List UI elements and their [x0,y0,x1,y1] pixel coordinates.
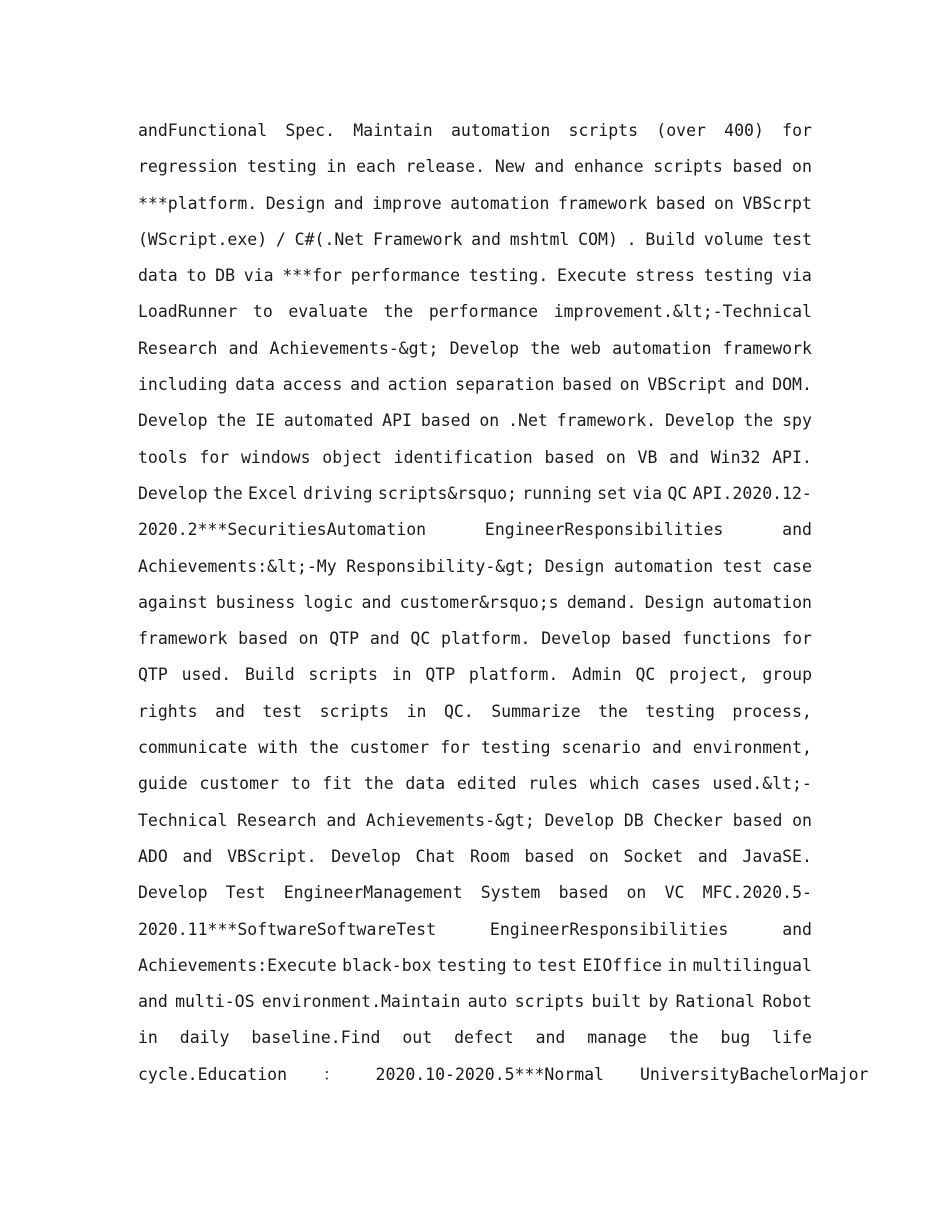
text-word: QC [667,483,688,503]
text-word: for [782,629,812,649]
text-word: environment, [692,738,812,758]
text-word: Socket [623,846,684,866]
text-word: automation [450,193,550,213]
text-word: VBScrpt [742,193,812,213]
text-word: volume [703,229,764,249]
text-word: Checker [653,810,723,830]
text-word: bug [720,1028,751,1048]
text-word: scripts [653,157,723,177]
text-word: framework. [556,411,657,431]
text-word: with [258,738,298,758]
text-word: Technical [138,810,228,830]
text-word: DB [623,810,644,830]
text-word: test [722,556,763,576]
text-word: VC [664,883,685,903]
text-line [138,294,812,330]
text-word: each [356,157,396,177]
text-word: on [479,411,500,431]
text-word: and [369,629,400,649]
text-word: performance [350,266,461,286]
text-line [138,839,812,875]
text-word: QTP [425,665,456,685]
text-word: improve [372,193,442,213]
text-word: in [406,701,427,721]
text-word: on [792,157,812,177]
text-word: business [215,592,296,612]
text-word: VBScript [647,375,727,395]
text-word: DB [215,266,236,286]
text-word: mshtml [509,229,570,249]
text-line [138,657,812,693]
text-word: and [228,338,259,358]
text-line [138,984,812,1020]
text-word: API. [772,447,812,467]
text-word: . [626,229,637,249]
text-word: out [402,1028,433,1048]
text-word: automated [283,411,374,431]
text-word: 2020.10-2020.5***Normal [375,1064,604,1084]
text-word: action [387,375,448,395]
text-word: in [667,955,688,975]
text-word: cycle.Education [138,1064,288,1084]
text-word: and [215,701,245,721]
text-line [138,585,812,621]
text-word: data [235,375,275,395]
text-word: Achievements-&gt; [365,810,535,830]
text-word: based [621,629,672,649]
text-word: on [626,883,647,903]
text-word: API.2020.12- [692,483,812,503]
text-word: scripts&rsquo; [377,483,517,503]
text-word: 2020.2***SecuritiesAutomation [138,520,427,540]
text-word: ADO [138,846,168,866]
text-word: Execute [557,266,627,286]
text-word: logic [303,592,354,612]
text-word: System [480,883,541,903]
text-word: Design [644,592,705,612]
text-line [138,1057,869,1093]
text-word: case [772,556,812,576]
text-word: New [494,157,525,177]
text-word: the [212,483,243,503]
text-word: Develop [544,810,615,830]
text-word: Achievements-&gt; [269,338,439,358]
text-word: based [562,375,612,395]
text-word: for [199,447,230,467]
text-word: the [216,411,247,431]
text-word: LoadRunner [138,302,238,322]
text-word: and [782,919,812,939]
text-word: based [655,193,706,213]
text-word: ： [323,1064,340,1084]
text-word: EngineerManagement [283,883,463,903]
text-word: based [524,846,575,866]
text-word: to [290,774,311,794]
text-word: MFC.2020.5- [702,883,812,903]
text-line [138,549,812,585]
text-word: Responsibility-&gt; [346,556,536,576]
text-word: in [391,665,412,685]
text-line [138,948,812,984]
text-word: Build [645,229,696,249]
text-word: customer [349,738,430,758]
text-word: on [605,447,626,467]
text-word: scripts [568,121,639,140]
text-word: the [598,701,628,721]
text-word: Room [470,846,510,866]
text-word: test [772,229,812,249]
text-word: group [762,665,812,685]
text-word: Research [138,338,218,358]
text-word: and [734,375,765,395]
text-word: Framework [372,229,463,249]
text-word: Develop [449,338,520,358]
text-word: to [186,266,207,286]
text-word: Rational [675,992,756,1012]
text-word: used. [181,665,232,685]
text-word: on [298,629,319,649]
text-word: testing [703,266,774,286]
text-word: / [275,229,286,249]
text-word: spy [782,411,812,431]
text-word: Build [244,665,295,685]
text-word: windows [240,447,311,467]
text-word: Spec. [285,121,336,140]
text-word: which [589,774,640,794]
text-word: framework [557,193,648,213]
text-word: and [534,157,565,177]
text-word: based [732,157,783,177]
text-word: on [619,375,640,395]
text-word: to [511,955,532,975]
text-word: QC [410,629,431,649]
text-word: testing [247,157,317,177]
text-word: demand. [566,592,637,612]
text-word: defect [454,1028,514,1048]
text-word: auto [467,992,508,1012]
text-word: scripts [514,992,585,1012]
text-word: based [558,883,609,903]
text-word: environment.Maintain [261,992,461,1012]
text-line [138,331,812,367]
text-word: web [571,338,601,358]
text-word: including [138,375,228,395]
text-word: framework [722,338,812,358]
text-word: by [648,992,669,1012]
text-word: and [182,846,213,866]
text-line [138,875,812,911]
text-word: on [714,193,734,213]
text-word: testing [480,738,551,758]
text-word: automation [613,556,714,576]
text-word: via [632,483,663,503]
text-word: for [782,121,812,140]
text-word: testing [645,701,715,721]
text-word: platform. [441,629,531,649]
text-word: the [530,338,561,358]
text-word: EIOffice [582,955,662,975]
text-line [138,403,812,439]
text-word: the [383,302,414,322]
text-word: tools [138,447,188,467]
text-word: testing. [468,266,549,286]
text-word: enhance [573,157,644,177]
text-word: and [138,992,168,1012]
text-word: and [669,447,699,467]
text-word: and [471,229,501,249]
text-word: Robot [762,992,812,1012]
text-line [138,766,812,802]
text-word: baseline.Find [251,1028,381,1048]
text-word: ***for [282,266,342,286]
text-word: and [697,846,728,866]
text-word: Develop [541,629,611,649]
text-word: via [243,266,274,286]
text-word: to [252,302,273,322]
text-line [138,222,812,258]
text-word: Admin [572,665,622,685]
text-word: data [405,774,446,794]
text-word: and [782,520,812,540]
text-word: Research [237,810,317,830]
text-word: separation [455,375,555,395]
resume-body-text [138,113,869,1093]
text-word: release. [405,157,486,177]
text-word: in [138,1028,158,1048]
text-word: EngineerResponsibilities [484,520,724,540]
text-word: the [363,774,394,794]
text-word: UniversityBachelorMajor [640,1064,869,1084]
text-word: Test [225,883,266,903]
text-word: used.&lt;- [712,774,812,794]
text-word: VB [637,447,658,467]
text-word: based [544,447,595,467]
text-word: based [732,810,783,830]
text-line [138,803,812,839]
text-line [138,186,812,222]
text-word: DOM. [772,375,812,395]
text-line [138,512,812,548]
text-line [138,1020,812,1056]
text-word: edited [456,774,517,794]
text-word: performance [428,302,539,322]
text-word: Develop [138,883,208,903]
text-word: Excel [248,483,298,503]
text-word: process, [732,701,812,721]
text-word: JavaSE. [742,846,812,866]
text-word: (WScript.exe) [138,229,268,249]
text-word: based [238,629,288,649]
text-word: Develop [138,483,208,503]
text-line [138,149,812,185]
text-word: and [333,193,364,213]
text-word: regression [138,157,238,177]
text-word: object [322,447,382,467]
text-word: and [535,1028,566,1048]
text-word: the [668,1028,699,1048]
text-word: COM) [578,229,618,249]
text-word: automation [612,338,712,358]
text-word: multilingual [692,955,812,975]
text-word: test [537,955,578,975]
text-word: Develop [331,846,401,866]
text-word: customer&rsquo;s [399,592,559,612]
text-word: EngineerResponsibilities [489,919,729,939]
text-word: black-box [342,955,432,975]
text-word: (over [656,121,706,140]
text-word: functions [681,629,772,649]
text-line [138,621,812,657]
text-word: identification [393,447,533,467]
text-word: Achievements:&lt;-My [138,556,337,576]
text-word: test [262,701,303,721]
text-word: customer [199,774,279,794]
text-word: scripts [319,701,390,721]
text-word: improvement.&lt;-Technical [553,302,812,322]
text-line [138,113,812,149]
text-word: in [326,157,347,177]
text-word: fit [322,774,353,794]
text-word: Summarize [491,701,581,721]
text-word: built [591,992,642,1012]
text-word: via [782,266,812,286]
text-word: andFunctional [138,121,268,140]
text-word: the [308,738,339,758]
text-word: Chat [415,846,456,866]
text-word: running [522,483,592,503]
text-word: Design [544,556,605,576]
text-word: ***platform. [138,193,258,213]
text-word: data [138,266,178,286]
text-word: and [326,810,357,830]
text-word: Win32 [710,447,761,467]
text-word: QC. [443,701,474,721]
text-word: C#(.Net [294,229,365,249]
text-word: automation [712,592,812,612]
text-word: and [651,738,682,758]
text-word: evaluate [288,302,368,322]
text-line [138,258,812,294]
text-word: Develop [664,411,735,431]
text-word: and [350,375,380,395]
text-word: API [382,411,412,431]
text-word: access [282,375,343,395]
text-word: based [420,411,471,431]
text-line [138,730,812,766]
text-line [138,912,812,948]
text-word: cases [651,774,701,794]
text-word: 400) [724,121,764,140]
text-word: driving [303,483,373,503]
text-word: multi-OS [175,992,255,1012]
text-word: .Net [508,411,548,431]
text-word: daily [179,1028,230,1048]
text-word: automation [450,121,551,140]
text-word: Maintain [353,121,433,140]
text-word: 2020.11***SoftwareSoftwareTest [138,919,437,939]
text-line [138,440,812,476]
text-word: IE [255,411,275,431]
text-word: scripts [308,665,378,685]
text-word: stress [635,266,695,286]
text-word: rights [138,701,198,721]
text-word: framework [138,629,228,649]
text-line [138,476,812,512]
text-word: the [743,411,774,431]
text-word: guide [138,774,188,794]
text-word: Develop [138,411,208,431]
text-word: project, [669,665,749,685]
text-word: platform. [468,665,559,685]
text-line [138,694,812,730]
text-word: on [792,810,812,830]
text-word: Achievements:Execute [138,955,337,975]
text-word: on [588,846,609,866]
text-word: Design [265,193,326,213]
text-word: testing [436,955,507,975]
text-word: scenario [561,738,641,758]
text-word: QTP [329,629,360,649]
text-word: rules [528,774,578,794]
text-word: VBScript. [227,846,317,866]
text-word: QTP [138,665,168,685]
text-word: communicate [138,738,248,758]
text-word: manage [587,1028,647,1048]
text-word: life [772,1028,812,1048]
text-word: set [597,483,627,503]
text-word: against [138,592,208,612]
text-word: and [361,592,392,612]
text-line [138,367,812,403]
text-word: QC [635,665,656,685]
text-word: for [440,738,471,758]
